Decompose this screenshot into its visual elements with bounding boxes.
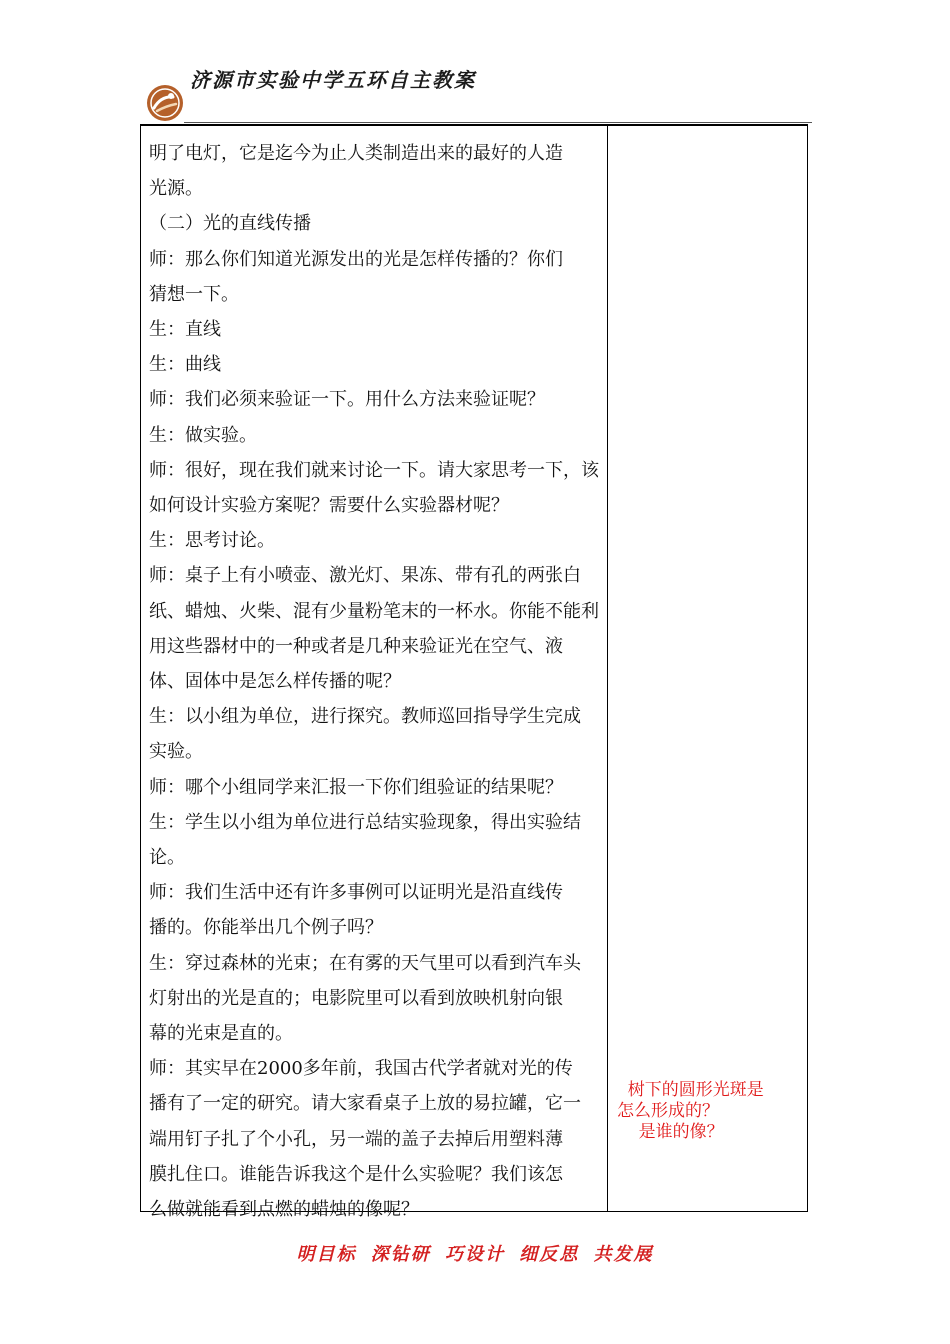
page-header xyxy=(140,58,812,126)
side-note-line: 怎么形成的？ xyxy=(617,1101,719,1121)
lesson-line: 师：哪个小组同学来汇报一下你们组验证的结果呢？ xyxy=(149,776,563,798)
lesson-line: 师：那么你们知道光源发出的光是怎样传播的？你们 xyxy=(149,248,563,270)
lesson-line: 实验。 xyxy=(149,741,203,763)
lesson-line: 体、固体中是怎么样传播的呢？ xyxy=(149,671,401,693)
lesson-line: （二）光的直线传播 xyxy=(149,213,311,235)
lesson-line: 生：直线 xyxy=(149,319,221,341)
lesson-line: 猜想一下。 xyxy=(149,283,239,305)
lesson-line: 师：我们必须来验证一下。用什么方法来验证呢？ xyxy=(149,389,545,411)
lesson-line: 纸、蜡烛、火柴、混有少量粉笔末的一杯水。你能不能利 xyxy=(149,600,599,622)
header-rule xyxy=(184,122,812,123)
school-title: 济源市实验中学五环自主教案 xyxy=(190,68,476,92)
lesson-line: 播有了一定的研究。请大家看桌子上放的易拉罐，它一 xyxy=(149,1093,581,1115)
lesson-line: 生：学生以小组为单位进行总结实验现象，得出实验结 xyxy=(149,811,581,833)
school-logo-icon xyxy=(146,84,184,122)
lesson-line: 师：我们生活中还有许多事例可以证明光是沿直线传 xyxy=(149,882,563,904)
lesson-line: 灯射出的光是直的；电影院里可以看到放映机射向银 xyxy=(149,987,563,1009)
lesson-line: 幕的光束是直的。 xyxy=(149,1023,293,1045)
lesson-line: 如何设计实验方案呢？需要什么实验器材呢？ xyxy=(149,495,509,517)
lesson-line: 端用钉子扎了个小孔，另一端的盖子去掉后用塑料薄 xyxy=(149,1128,563,1150)
lesson-line: 生：穿过森林的光束；在有雾的天气里可以看到汽车头 xyxy=(149,952,581,974)
lesson-line: 光源。 xyxy=(149,178,203,200)
lesson-line: 么做就能看到点燃的蜡烛的像呢？ xyxy=(149,1199,419,1221)
lesson-line: 生：以小组为单位，进行探究。教师巡回指导学生完成 xyxy=(149,706,581,728)
lesson-line: 师：其实早在2000多年前，我国古代学者就对光的传 xyxy=(149,1058,573,1080)
lesson-line: 生：曲线 xyxy=(149,354,221,376)
lesson-line: 用这些器材中的一种或者是几种来验证光在空气、液 xyxy=(149,635,563,657)
lesson-line: 播的。你能举出几个例子吗？ xyxy=(149,917,383,939)
lesson-line: 师：很好，现在我们就来讨论一下。请大家思考一下，该 xyxy=(149,459,599,481)
side-note-line: 是谁的像？ xyxy=(617,1122,724,1142)
lesson-line: 师：桌子上有小喷壶、激光灯、果冻、带有孔的两张白 xyxy=(149,565,581,587)
lesson-line: 论。 xyxy=(149,847,185,869)
lesson-line: 生：思考讨论。 xyxy=(149,530,275,552)
lesson-line: 明了电灯，它是迄今为止人类制造出来的最好的人造 xyxy=(149,143,563,164)
lesson-content xyxy=(149,136,601,1227)
side-note xyxy=(617,1080,807,1143)
column-divider xyxy=(607,126,608,1211)
side-note-line: 树下的圆形光斑是 xyxy=(617,1080,764,1100)
lesson-table xyxy=(140,124,808,1221)
lesson-line: 生：做实验。 xyxy=(149,424,257,446)
lesson-line: 膜扎住口。谁能告诉我这个是什么实验呢？我们该怎 xyxy=(149,1163,563,1185)
footer-motto: 明目标 深钻研 巧设计 细反思 共发展 xyxy=(296,1244,654,1265)
